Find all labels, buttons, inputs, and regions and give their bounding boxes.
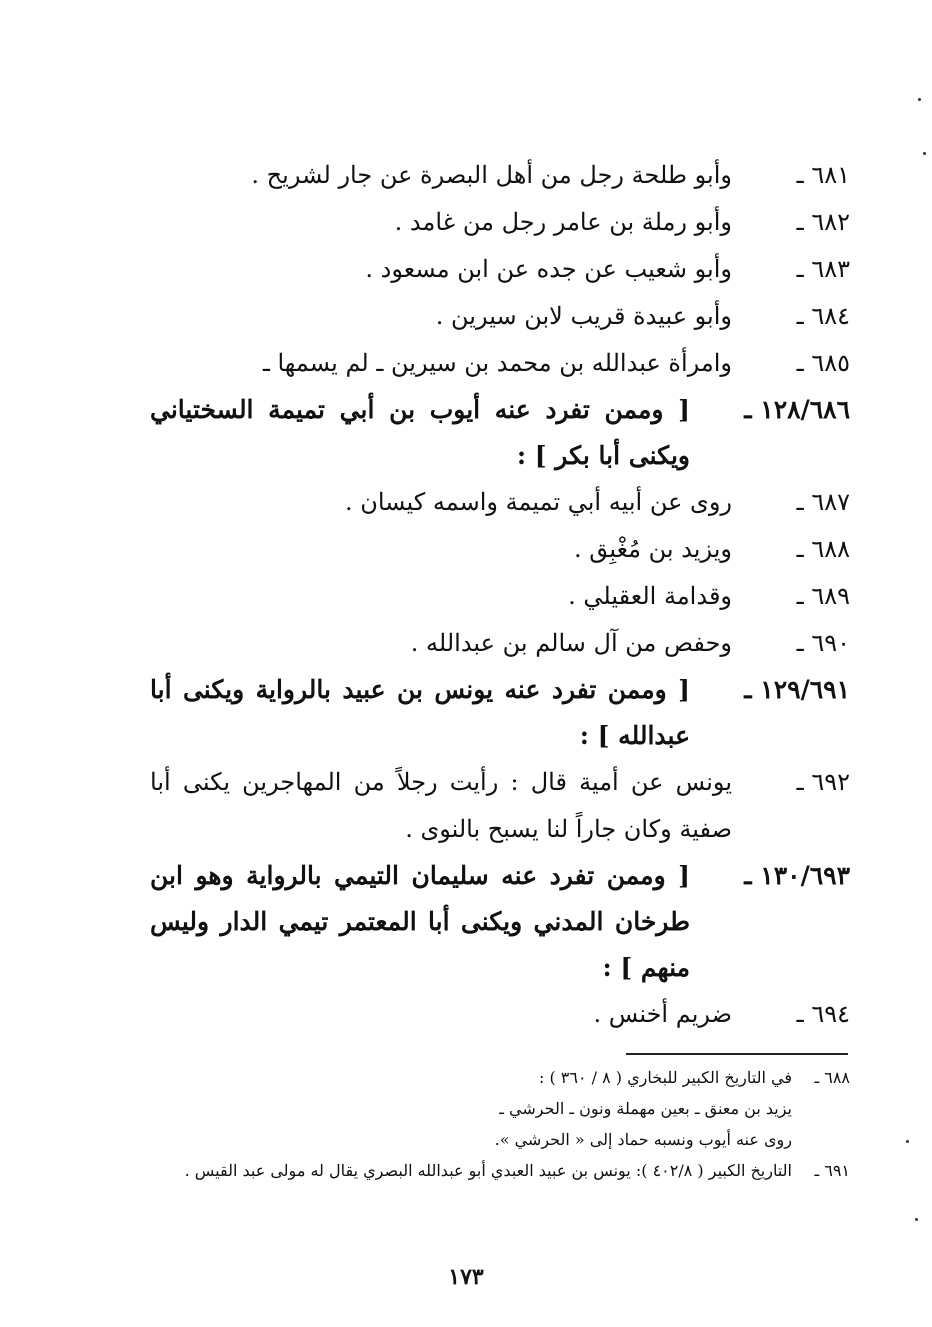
footnote-line: يزيد بن معنق ـ بعين مهملة ونون ـ الحرشي ـ — [499, 1099, 792, 1118]
entry-text: وحفص من آل سالم بن عبدالله . — [410, 629, 732, 657]
entry-692 — [150, 759, 850, 853]
entry-number: ٦٩٤ ـ — [796, 1000, 850, 1028]
entry-number: ٦٨٨ ـ — [796, 535, 850, 563]
entry-number: ٦٨١ ـ — [796, 161, 850, 189]
section-heading-691 — [150, 667, 850, 759]
entry-number: ١٢٨/٦٨٦ ـ — [744, 395, 850, 424]
footnote-line: التاريخ الكبير ( ٤٠٢/٨ ): يونس بن عبيد العبدي أبو عبدالله البصري يقال له مولى عبد القيس . — [184, 1161, 792, 1180]
entry-684 — [150, 293, 850, 340]
entry-number: ٦٨٣ ـ — [796, 255, 850, 283]
footnote-line: في التاريخ الكبير للبخاري ( ٨ / ٣٦٠ ) : — [538, 1068, 792, 1087]
scan-speck — [906, 1140, 909, 1143]
entry-number: ٦٨٧ ـ — [796, 488, 850, 516]
entry-number: ٦٨٥ ـ — [796, 349, 850, 377]
entry-text: وأبو طلحة رجل من أهل البصرة عن جار لشريح . — [251, 161, 732, 189]
entry-text: ضريم أخنس . — [593, 1000, 732, 1028]
entry-687 — [150, 479, 850, 526]
entry-text: وقدامة العقيلي . — [568, 582, 732, 610]
entry-number: ١٣٠/٦٩٣ ـ — [744, 861, 850, 890]
entry-number: ٦٩٠ ـ — [796, 629, 850, 657]
entry-text: روى عن أبيه أبي تميمة واسمه كيسان . — [344, 488, 732, 516]
scan-speck — [918, 98, 921, 101]
heading-text: [ وممن تفرد عنه أيوب بن أبي تميمة السختياني ويكنى أبا بكر ] : — [150, 395, 690, 470]
section-heading-686 — [150, 387, 850, 479]
entry-681 — [150, 152, 850, 199]
footnote-divider — [626, 1053, 848, 1055]
entry-number: ٦٩٢ ـ — [796, 768, 850, 796]
footnote-number: ٦٨٨ ـ — [814, 1068, 850, 1087]
entry-text: وأبو رملة بن عامر رجل من غامد . — [394, 208, 732, 236]
heading-text: [ وممن تفرد عنه يونس بن عبيد بالرواية ويكنى أبا عبدالله ] : — [150, 675, 690, 750]
entry-689 — [150, 573, 850, 620]
entry-number: ٦٨٢ ـ — [796, 208, 850, 236]
footnotes — [160, 1062, 850, 1186]
footnote-number: ٦٩١ ـ — [814, 1161, 850, 1180]
entry-688 — [150, 526, 850, 573]
entry-number: ٦٨٩ ـ — [796, 582, 850, 610]
footnote-691 — [160, 1155, 850, 1186]
page-number: ١٧٣ — [448, 1264, 484, 1290]
section-heading-693 — [150, 853, 850, 991]
entry-683 — [150, 246, 850, 293]
entry-number: ٦٨٤ ـ — [796, 302, 850, 330]
entries-list — [150, 152, 850, 1038]
entry-690 — [150, 620, 850, 667]
entry-text: وأبو عبيدة قريب لابن سيرين . — [435, 302, 732, 330]
entry-text: وامرأة عبدالله بن محمد بن سيرين ـ لم يسمها ـ — [262, 349, 732, 377]
scan-speck — [915, 1218, 918, 1221]
entry-number: ١٢٩/٦٩١ ـ — [744, 675, 850, 704]
entry-text: وأبو شعيب عن جده عن ابن مسعود . — [365, 255, 732, 283]
footnote-line: روى عنه أيوب ونسبه حماد إلى « الحرشي ». — [494, 1130, 792, 1149]
scan-speck — [923, 152, 926, 155]
entry-685 — [150, 340, 850, 387]
entry-text: يونس عن أمية قال : رأيت رجلاً من المهاجرين يكنى أبا صفية وكان جاراً لنا يسبح بالنوى . — [150, 768, 732, 843]
entry-text: ويزيد بن مُغْبِق . — [574, 535, 732, 563]
heading-text: [ وممن تفرد عنه سليمان التيمي بالرواية وهو ابن طرخان المدني ويكنى أبا المعتمر تيمي الدار وليس منهم ] : — [150, 861, 690, 982]
footnote-688 — [160, 1062, 850, 1155]
entry-682 — [150, 199, 850, 246]
entry-694 — [150, 991, 850, 1038]
